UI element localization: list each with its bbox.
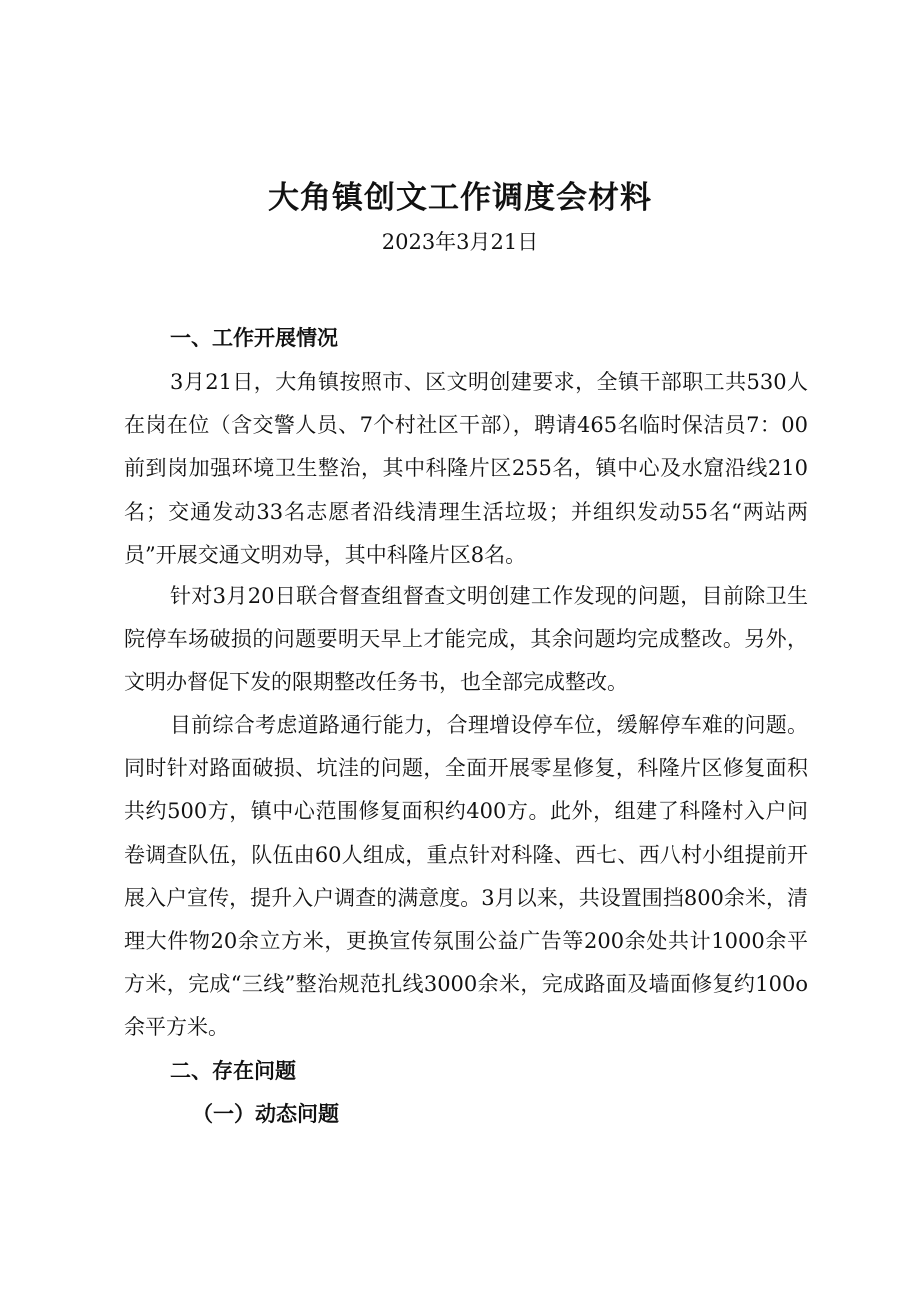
document-title: 大角镇创文工作调度会材料 (268, 180, 652, 216)
paragraph-staffing: 3月21日，大角镇按照市、区文明创建要求，全镇干部职工共530人在岗在位（含交警人员、7个村社区干部），聘请465名临时保洁员7：00前到岗加强环境卫生整治，其中科隆片区255名，镇中心及水窟沿线210名；交通发动33名志愿者沿线清理生活垃圾；并组织发动55名“两站两员”开展交通文明劝导，其中科隆片区8名。 (124, 370, 808, 567)
section-heading-work-progress: 一、工作开展情况 (170, 326, 338, 350)
paragraph-road-repair: 目前综合考虑道路通行能力，合理增设停车位，缓解停车难的问题。同时针对路面破损、坑洼的问题，全面开展零星修复，科隆片区修复面积共约500方，镇中心范围修复面积约400方。此外，组建了科隆村入户问卷调查队伍，队伍由60人组成，重点针对科隆、西七、西八村小组提前开展入户宣传，提升入户调查的满意度。3月以来，共设置围挡800余米，清理大件物20余立方米，更换宣传氛围公益广告等200余处共计1000余平方米，完成“三线”整治规范扎线3000余米，完成路面及墙面修复约100o余平方米。 (124, 713, 808, 1040)
document-date: 2023年3月21日 (381, 230, 539, 254)
paragraph-rectification: 针对3月20日联合督查组督查文明创建工作发现的问题，目前除卫生院停车场破损的问题要明天早上才能完成，其余问题均完成整改。另外，文明办督促下发的限期整改任务书，也全部完成整改。 (124, 584, 808, 695)
section-heading-existing-problems: 二、存在问题 (170, 1059, 296, 1083)
subsection-heading-dynamic-problems: （一）动态问题 (192, 1102, 339, 1126)
